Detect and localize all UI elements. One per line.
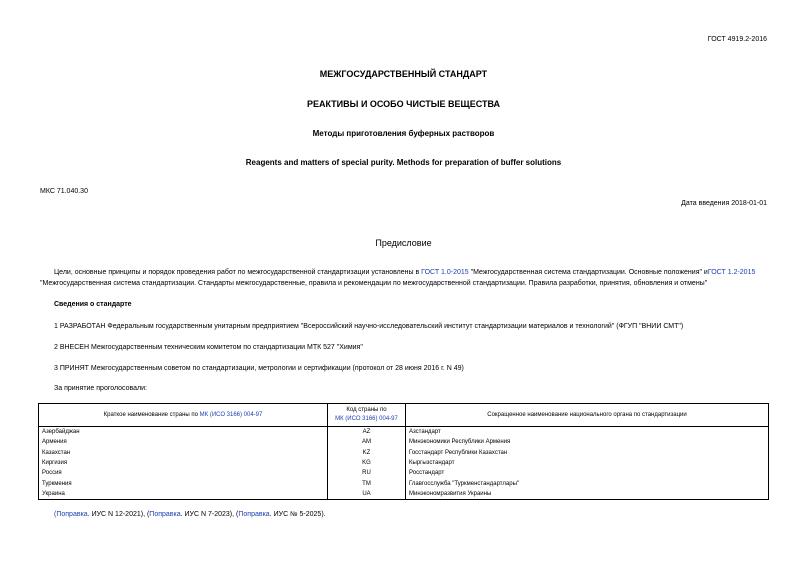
mk-iso-link-2[interactable]: МК (ИСО 3166) 004-97: [335, 416, 398, 422]
intro-text-2: "Межгосударственная система стандартизации. Основные положения" и: [468, 269, 708, 276]
amend-text-2: . ИУС N 7-2023), (: [180, 511, 239, 518]
document-code: ГОСТ 4919.2-2016: [707, 36, 767, 43]
gost-1-2-link[interactable]: ГОСТ 1.2-2015: [707, 269, 756, 276]
col-country-header: [39, 404, 328, 427]
body-cell: Главгосслужба "Туркменстандартлары": [406, 478, 769, 488]
table-row: [39, 468, 769, 478]
col-body-header: Сокращенное наименование национального органа по стандартизации: [406, 404, 769, 427]
col-code-header: [328, 404, 406, 427]
body-cell: Азстандарт: [406, 427, 769, 438]
intro-date: Дата введения 2018-01-01: [681, 200, 767, 207]
table-row: [39, 489, 769, 500]
country-cell: Азербайджан: [39, 427, 328, 438]
country-cell: Россия: [39, 468, 328, 478]
subtitle-ru: Методы приготовления буферных растворов: [312, 129, 495, 138]
country-cell: Украина: [39, 489, 328, 500]
mks-code: МКС 71.040.30: [40, 188, 88, 195]
country-cell: Казахстан: [39, 448, 328, 458]
table-row: [39, 448, 769, 458]
country-cell: Туркмения: [39, 478, 328, 488]
body-cell: Минэкономики Республики Армения: [406, 437, 769, 447]
body-cell: Минэкономразвития Украины: [406, 489, 769, 500]
title-en: Reagents and matters of special purity. Methods for preparation of buffer solutions: [245, 158, 562, 167]
about-heading: Сведения о стандарте: [54, 301, 132, 308]
amendments-line: [54, 511, 326, 518]
col-code-text: Код страны по: [346, 407, 387, 413]
country-cell: Киргизия: [39, 458, 328, 468]
body-cell: Кыргызстандарт: [406, 458, 769, 468]
code-cell: AM: [328, 437, 406, 447]
about-item-voted: За принятие проголосовали:: [54, 385, 147, 392]
code-cell: KG: [328, 458, 406, 468]
amend-text-1: . ИУС N 12-2021), (: [87, 511, 150, 518]
table-header-row: [39, 404, 769, 427]
amendment-link-3[interactable]: Поправка: [238, 511, 270, 518]
amend-open: (: [54, 511, 57, 518]
countries-table: [38, 403, 769, 500]
intro-text-1: Цели, основные принципы и порядок проведения работ по межгосударственной стандартизации установлены в: [54, 269, 422, 276]
gost-1-0-link[interactable]: ГОСТ 1.0-2015: [421, 269, 469, 276]
standard-type: МЕЖГОСУДАРСТВЕННЫЙ СТАНДАРТ: [319, 69, 488, 79]
about-item-submitted: 2 ВНЕСЕН Межгосударственным техническим комитетом по стандартизации МТК 527 "Химия": [54, 344, 363, 351]
table-row: [39, 458, 769, 468]
code-cell: AZ: [328, 427, 406, 438]
table-row: [39, 427, 769, 438]
amendment-link-2[interactable]: Поправка: [149, 511, 181, 518]
amend-text-3: . ИУС № 5-2025).: [269, 511, 326, 518]
foreword-heading: Предисловие: [375, 238, 432, 248]
body-cell: Росстандарт: [406, 468, 769, 478]
country-cell: Армения: [39, 437, 328, 447]
mk-iso-link[interactable]: МК (ИСО 3166) 004-97: [199, 411, 263, 418]
amendment-link-1[interactable]: Поправка: [56, 511, 88, 518]
col-country-text: Краткое наименование страны по: [103, 411, 200, 418]
about-item-adopted: 3 ПРИНЯТ Межгосударственным советом по стандартизации, метрологии и сертификации (протокол от 28 июня 2016 г. N 49): [54, 365, 464, 372]
code-cell: RU: [328, 468, 406, 478]
code-cell: TM: [328, 478, 406, 488]
code-cell: UA: [328, 489, 406, 500]
table-row: [39, 478, 769, 488]
body-cell: Госстандарт Республики Казахстан: [406, 448, 769, 458]
table-row: [39, 437, 769, 447]
foreword-intro: [40, 267, 770, 289]
intro-text-3: "Межгосударственная система стандартизации. Стандарты межгосударственные, правила и рекомендации по межгосударственной стандартизации. Правила разработки, принятия, обновления и отмены": [40, 280, 708, 287]
about-item-developed: 1 РАЗРАБОТАН Федеральным государственным унитарным предприятием "Всероссийский научно-исследовательский институт стандартизации материалов и технологий" (ФГУП "ВНИИ СМТ"): [54, 323, 684, 330]
title-ru: РЕАКТИВЫ И ОСОБО ЧИСТЫЕ ВЕЩЕСТВА: [306, 99, 501, 109]
code-cell: KZ: [328, 448, 406, 458]
